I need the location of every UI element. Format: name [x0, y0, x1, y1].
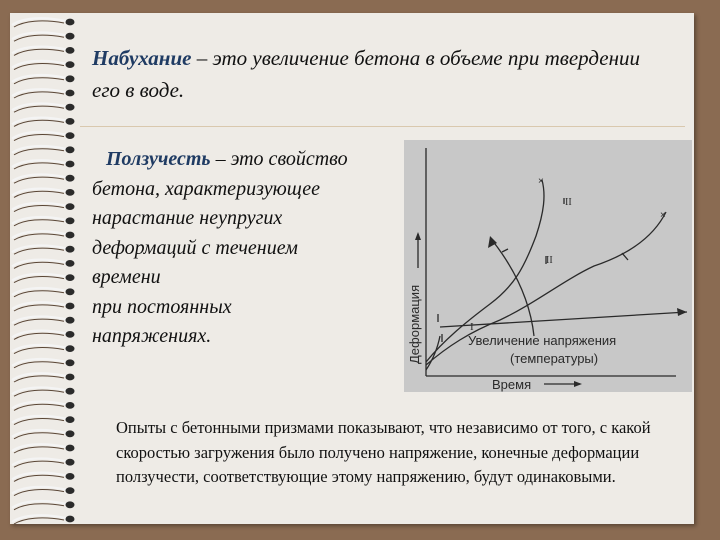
creep-diagram [404, 140, 692, 392]
binding-ring [12, 274, 75, 283]
x-axis-label: Время [492, 377, 532, 392]
swelling-definition [92, 42, 652, 106]
binding-ring [12, 416, 75, 425]
swelling-term: Набухание [92, 46, 192, 70]
creep-term: Ползучесть [106, 148, 211, 170]
binding-ring [12, 146, 75, 155]
binding-ring [12, 515, 75, 524]
binding-ring [12, 331, 75, 340]
binding-ring [12, 32, 75, 41]
stage-tick [622, 253, 628, 260]
binding-ring [12, 47, 75, 56]
binding-ring [12, 302, 75, 311]
binding-ring [12, 458, 75, 467]
binding-ring [12, 487, 75, 496]
binding-ring [12, 61, 75, 70]
stage-label-ii: II [546, 255, 553, 266]
spiral-binding [8, 14, 78, 526]
binding-ring [12, 387, 75, 396]
binding-ring [12, 316, 75, 325]
creep-definition-line: бетона, характеризующее [92, 177, 321, 200]
binding-ring [12, 89, 75, 98]
binding-ring [12, 260, 75, 269]
binding-ring [12, 203, 75, 212]
end-marker: × [538, 176, 544, 187]
binding-ring [12, 189, 75, 198]
creep-definition-line: – это свойство [210, 148, 348, 170]
stage-label-i: I [470, 321, 474, 333]
binding-ring [12, 231, 75, 240]
binding-ring [12, 174, 75, 183]
binding-ring [12, 160, 75, 169]
arrow-caption-line2: (температуры) [510, 351, 599, 366]
creep-definition-line: напряжениях. [92, 325, 212, 347]
binding-ring [12, 430, 75, 439]
reference-arrowhead [677, 308, 687, 316]
binding-ring [12, 103, 75, 112]
binding-ring [12, 245, 75, 254]
binding-ring [12, 75, 75, 84]
binding-ring [12, 345, 75, 354]
creep-definition-line: деформаций с течением [92, 236, 298, 259]
binding-ring [12, 118, 75, 127]
binding-ring [12, 501, 75, 510]
creep-diagram-svg [404, 140, 692, 392]
binding-ring [12, 373, 75, 382]
y-axis-arrowhead [415, 232, 421, 240]
binding-ring [12, 473, 75, 482]
experiment-note-text: Опыты с бетонными призмами показывают, что независимо от того, с какой скоростью загружения было получено напряжение, конечные деформации ползучести, соответствующие этому напряжению, будут одинаковыми. [116, 418, 651, 486]
binding-ring [12, 217, 75, 226]
binding-ring [12, 18, 75, 27]
y-axis-label: Деформация [407, 284, 422, 364]
creep-definition [92, 145, 402, 352]
binding-ring [12, 359, 75, 368]
arrow-caption-line1: Увеличение напряжения [468, 333, 617, 348]
swelling-definition-text: – это увеличение бетона в объеме при твердении его в воде. [92, 46, 641, 102]
creep-definition-line: при постоянных [92, 295, 232, 318]
binding-ring [12, 288, 75, 297]
stage-tick [502, 249, 508, 252]
binding-ring [12, 444, 75, 453]
creep-definition-line: времени [92, 266, 161, 288]
end-marker: × [660, 210, 666, 221]
stage-label-iii: II [565, 197, 572, 208]
creep-definition-line: нарастание неупругих [92, 207, 283, 229]
experiment-note [90, 416, 680, 490]
binding-ring [12, 132, 75, 141]
x-axis-arrowhead [574, 381, 582, 387]
stress-arrowhead [488, 236, 497, 248]
binding-ring [12, 402, 75, 411]
section-divider [80, 126, 685, 127]
